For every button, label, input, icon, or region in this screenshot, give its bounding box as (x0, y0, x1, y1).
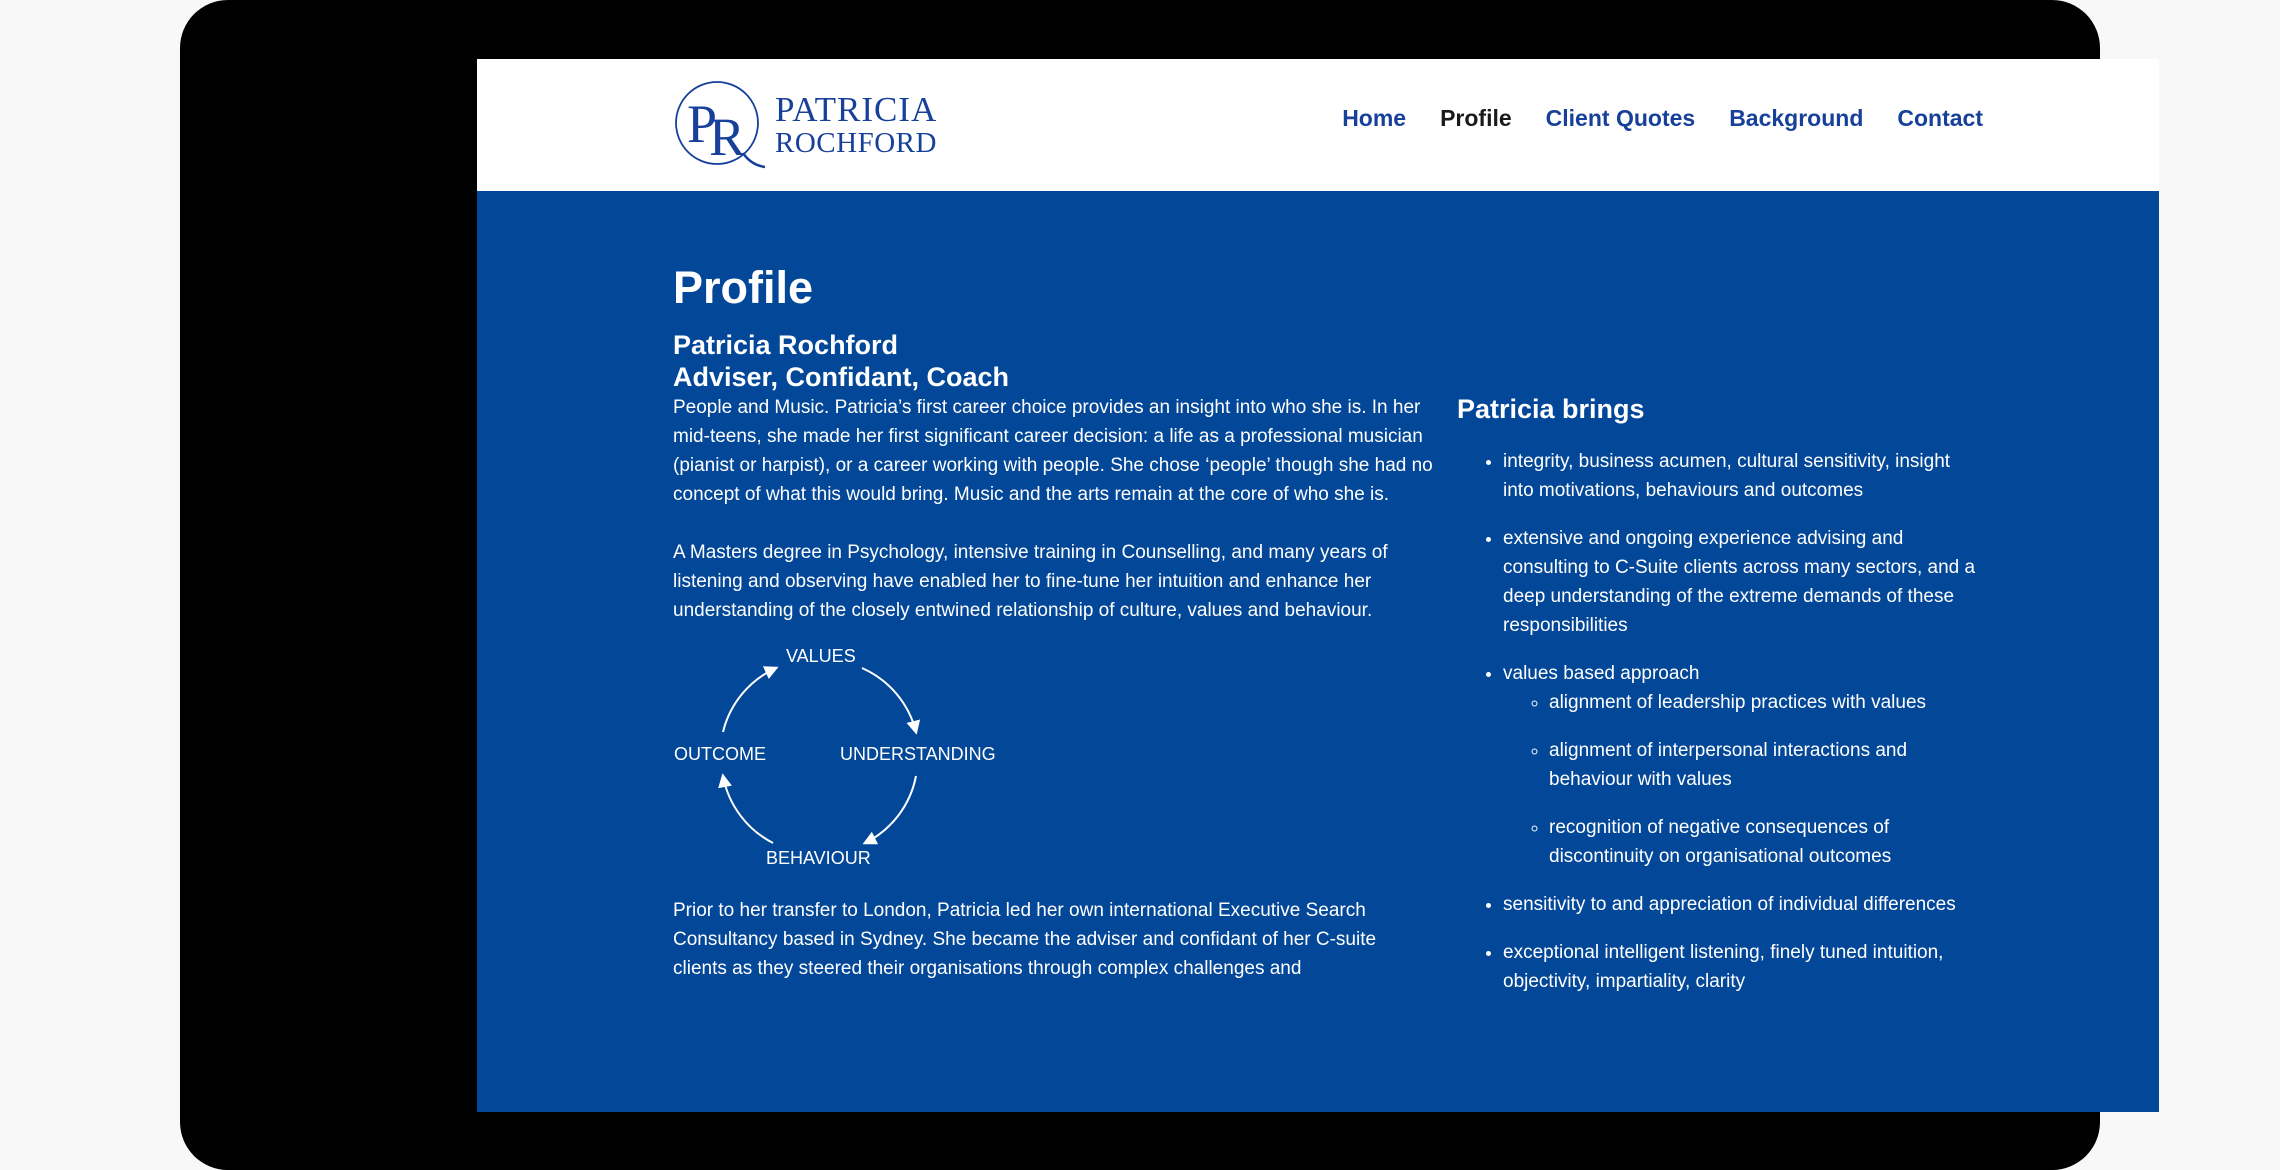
pr-monogram-icon (671, 79, 769, 171)
site-header (477, 59, 2159, 191)
values-sub-item-leadership (1549, 688, 1977, 717)
cycle-label-values: VALUES (786, 646, 856, 666)
profile-subtitle (673, 329, 1009, 393)
profile-name: Patricia Rochford (673, 330, 899, 360)
career-paragraph: Prior to her transfer to London, Patricia led her own international Executive Search Consultancy based in Sydney. She became the adviser and confidant of her C-suite clients as they steered their organisations through complex challenges and (673, 900, 1377, 979)
sub-item-text: alignment of interpersonal interactions and behaviour with values (1549, 740, 1908, 790)
brings-item-text: extensive and ongoing experience advising and consulting to C-Suite clients across many sectors, and a deep understanding of the extreme demands of these responsibilities (1503, 528, 1976, 636)
brings-item-text: exceptional intelligent listening, finely tuned intuition, objectivity, impartiality, clarity (1503, 942, 1944, 992)
profile-roles: Adviser, Confidant, Coach (673, 362, 1010, 392)
values-sub-item-discontinuity (1549, 813, 1977, 871)
brings-item-listening (1503, 938, 1977, 996)
device-frame (180, 0, 2100, 1170)
patricia-brings-column (1457, 394, 1977, 1015)
cycle-label-behaviour: BEHAVIOUR (766, 848, 871, 868)
education-paragraph: A Masters degree in Psychology, intensive training in Counselling, and many years of listening and observing have enabled her to fine-tune her intuition and enhance her understanding of the closely entwined relationship of culture, values and behaviour. (673, 542, 1388, 621)
cycle-label-understanding: UNDERSTANDING (840, 744, 996, 764)
svg-text:P: P (687, 94, 718, 154)
logo-wordmark (775, 92, 937, 158)
values-sub-list (1503, 688, 1977, 871)
brings-item-sensitivity (1503, 890, 1977, 919)
brings-item-text: sensitivity to and appreciation of individual differences (1503, 894, 1956, 915)
values-cycle-diagram (673, 646, 1003, 876)
site-logo[interactable] (671, 79, 937, 171)
logo-first-name: PATRICIA (775, 90, 938, 129)
cycle-label-outcome: OUTCOME (674, 744, 766, 764)
nav-contact[interactable]: Contact (1897, 105, 1983, 131)
nav-profile[interactable]: Profile (1440, 105, 1512, 131)
sub-item-text: alignment of leadership practices with values (1549, 692, 1927, 713)
sub-item-text: recognition of negative consequences of discontinuity on organisational outcomes (1549, 817, 1892, 867)
svg-text:R: R (709, 107, 746, 167)
logo-last-name: ROCHFORD (775, 127, 937, 159)
brings-item-values (1503, 659, 1977, 871)
intro-paragraph: People and Music. Patricia’s first career choice provides an insight into who she is. In her mid-teens, she made her first significant career decision: a life as a professional musician (pianist or harpist), or a career working with people. She chose ‘people’ though she had no concept of what this would bring. Music and the arts remain at the core of who she is. (673, 397, 1433, 505)
brings-item-experience (1503, 524, 1977, 640)
brings-item-text: values based approach (1503, 663, 1700, 684)
brings-title: Patricia brings (1457, 394, 1645, 424)
brings-list (1457, 447, 1977, 996)
page-title: Profile (673, 262, 814, 313)
nav-client-quotes[interactable]: Client Quotes (1545, 105, 1696, 131)
nav-background[interactable]: Background (1729, 105, 1864, 131)
profile-text-column (673, 393, 1433, 1012)
brings-item-integrity (1503, 447, 1977, 505)
values-sub-item-interpersonal (1549, 736, 1977, 794)
brings-item-text: integrity, business acumen, cultural sensitivity, insight into motivations, behaviours and outcomes (1503, 451, 1951, 501)
browser-viewport (477, 59, 2159, 1112)
main-nav (1342, 105, 1983, 132)
nav-home[interactable]: Home (1342, 105, 1407, 131)
